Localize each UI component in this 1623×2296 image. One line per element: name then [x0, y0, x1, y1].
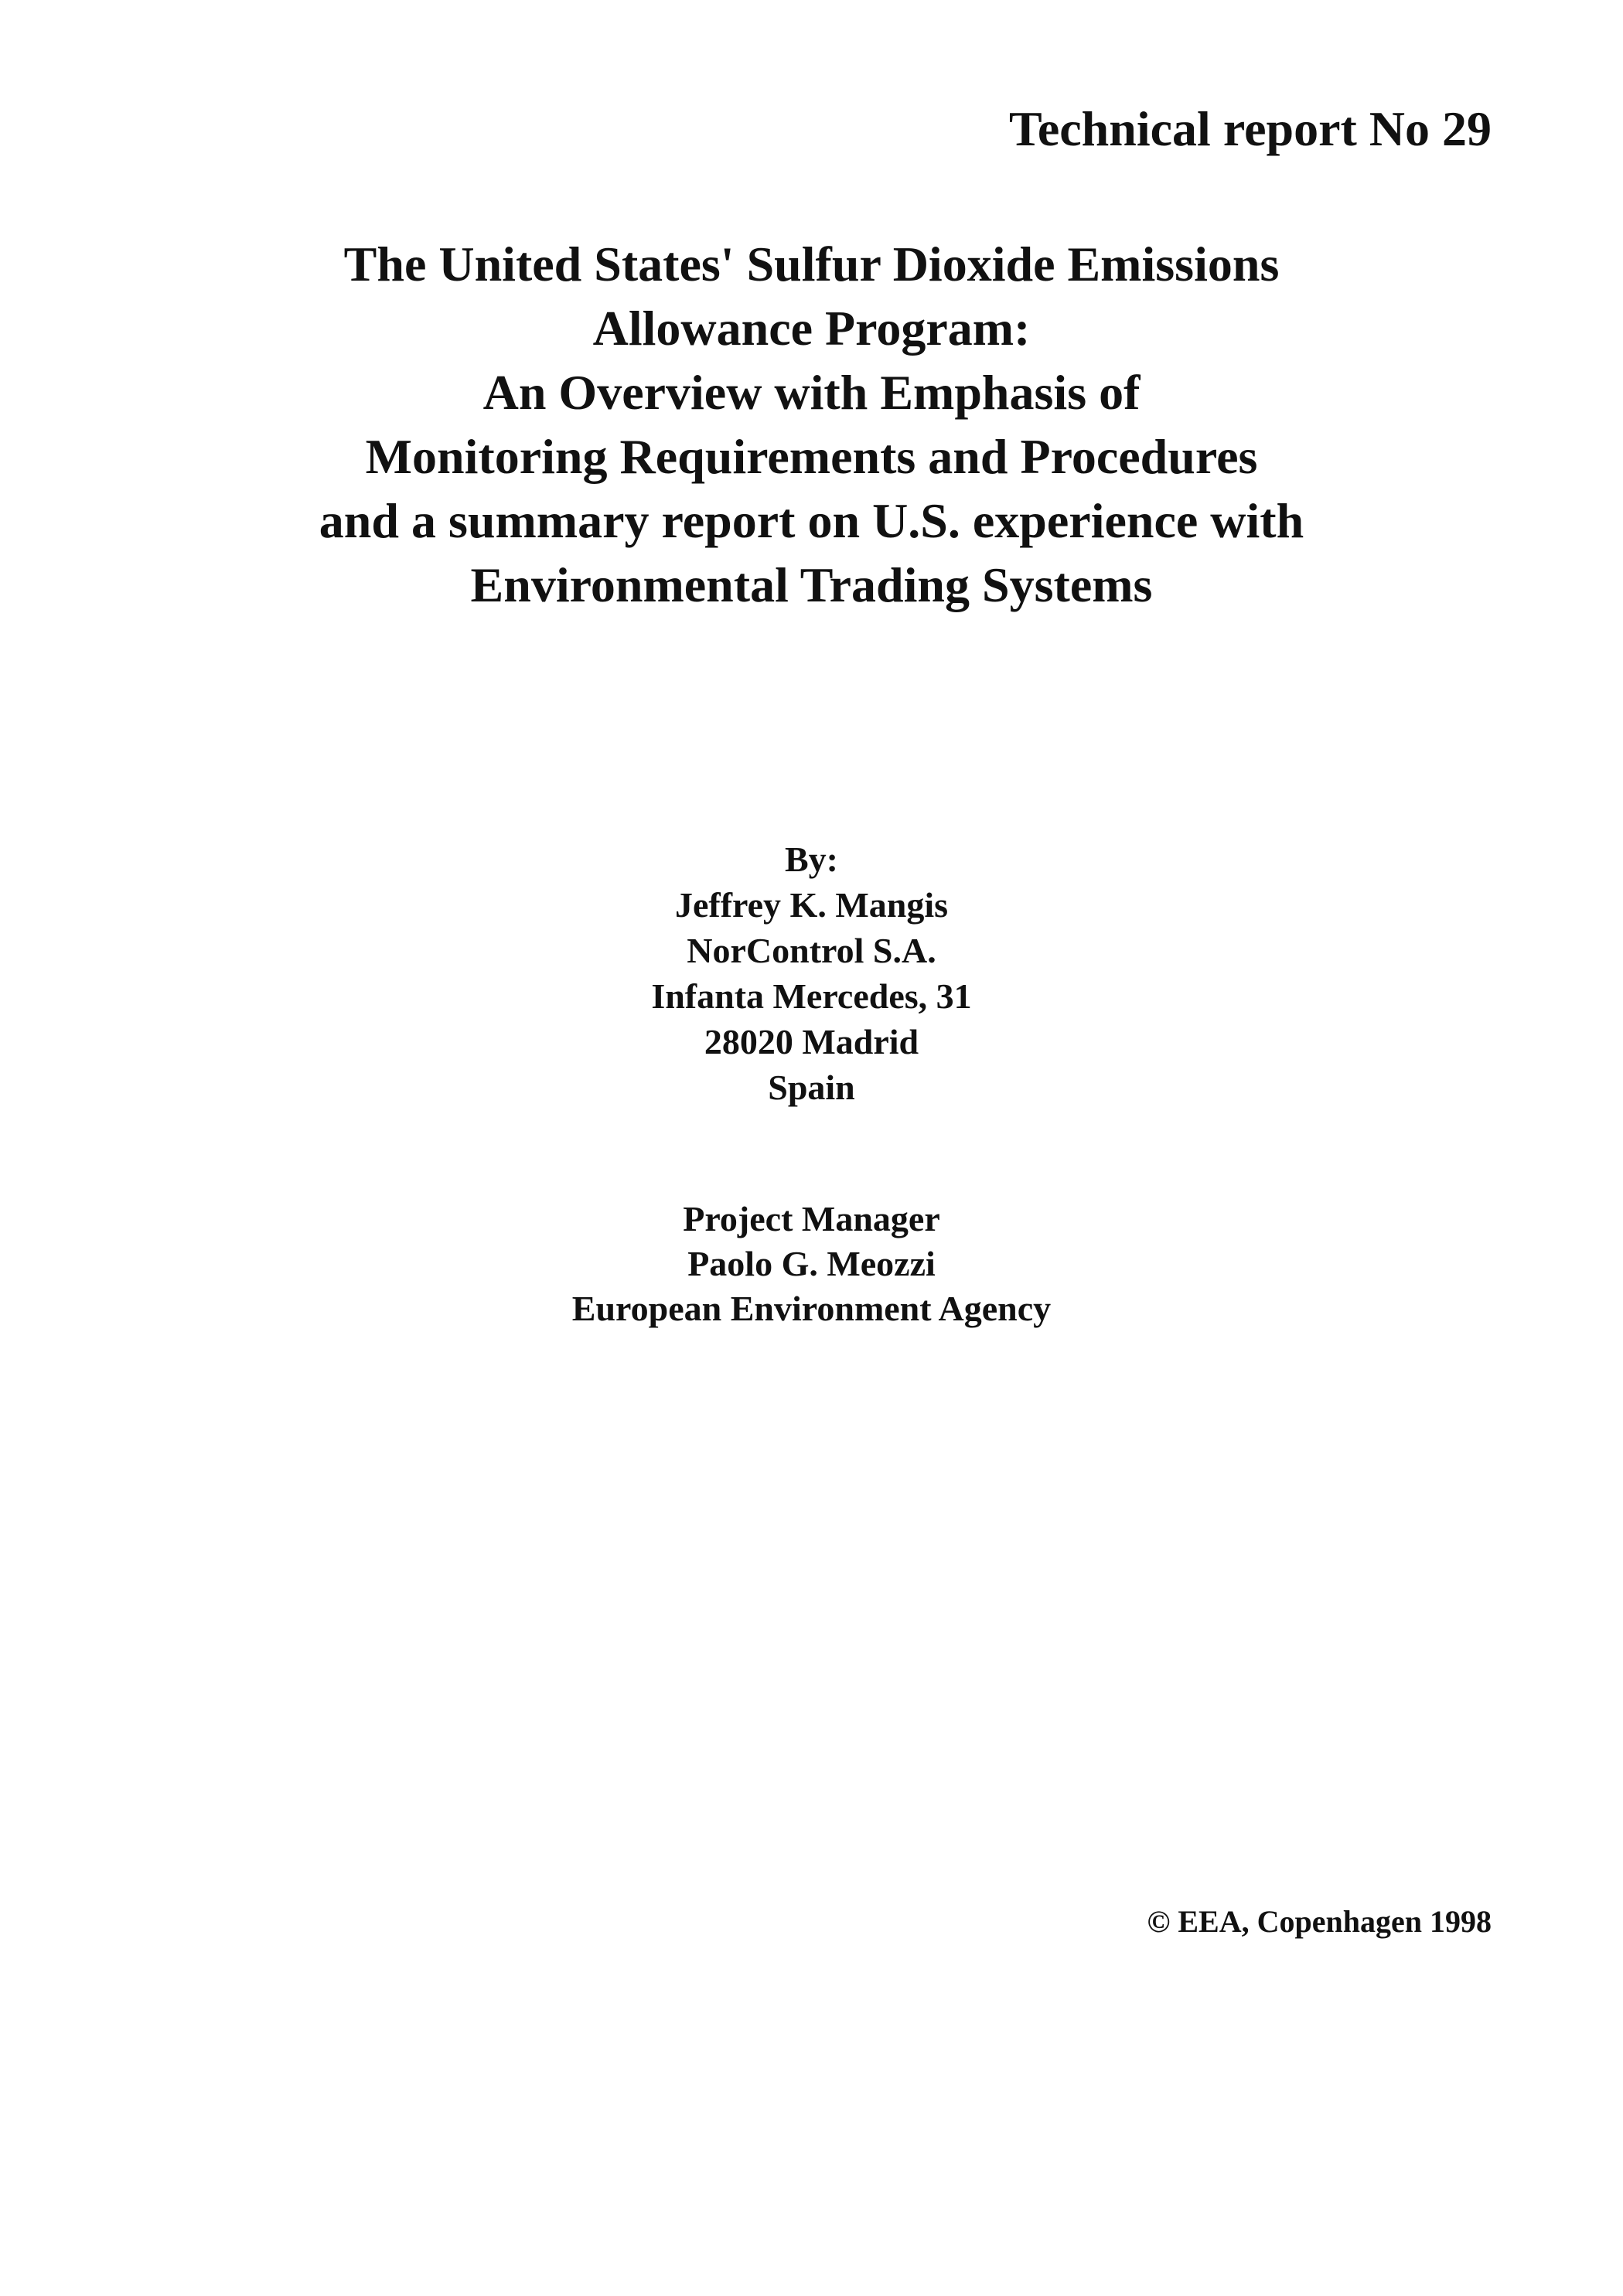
by-label: By: [785, 840, 838, 879]
title-line: An Overview with Emphasis of [482, 365, 1141, 420]
title-line: Allowance Program: [592, 301, 1031, 356]
author-street: Infanta Mercedes, 31 [651, 976, 972, 1016]
author-name: Jeffrey K. Mangis [674, 885, 949, 925]
title-line: The United States' Sulfur Dioxide Emissions [343, 237, 1280, 291]
title-line: Environmental Trading Systems [470, 557, 1153, 612]
author-organization: NorControl S.A. [687, 931, 936, 970]
report-number: Technical report No 29 [1009, 101, 1492, 156]
document-title [0, 232, 1623, 617]
title-line: and a summary report on U.S. experience with [319, 493, 1304, 548]
author-block [0, 836, 1623, 1110]
copyright-notice: © EEA, Copenhagen 1998 [1147, 1904, 1492, 1939]
author-city: 28020 Madrid [704, 1022, 919, 1061]
author-country: Spain [768, 1068, 855, 1107]
manager-role: Project Manager [683, 1199, 940, 1238]
title-line: Monitoring Requirements and Procedures [365, 429, 1258, 484]
manager-organization: European Environment Agency [571, 1289, 1052, 1328]
project-manager-block [0, 1197, 1623, 1331]
manager-name: Paolo G. Meozzi [687, 1244, 936, 1283]
